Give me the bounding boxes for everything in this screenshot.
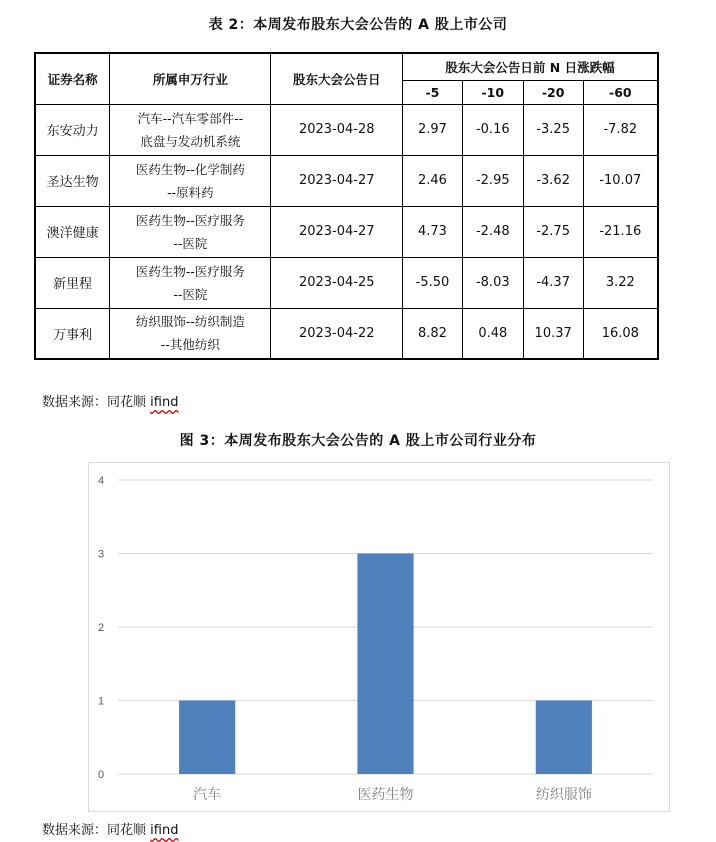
source-prefix: 数据来源：同花顺: [42, 395, 147, 410]
cell-change-c10: -2.48: [462, 206, 523, 257]
cell-industry: [110, 206, 271, 257]
x-category-label: 汽车: [193, 787, 222, 803]
cell-change-c60: 16.08: [583, 308, 658, 359]
industry-line-1: 汽车--汽车零部件--: [137, 110, 244, 126]
source-prefix: 数据来源：同花顺: [42, 823, 147, 838]
header-meeting-date: 股东大会公告日: [271, 53, 403, 104]
cell-meeting-date: 2023-04-22: [271, 308, 403, 359]
cell-change-c60: -10.07: [583, 155, 658, 206]
cell-change-c10: -8.03: [462, 257, 523, 308]
header-industry: 所属申万行业: [110, 53, 271, 104]
y-tick-label: 0: [97, 769, 105, 781]
cell-industry: [110, 257, 271, 308]
table-source: [42, 391, 178, 410]
cell-change-c60: -21.16: [583, 206, 658, 257]
cell-change-c20: -4.37: [523, 257, 583, 308]
cell-change-c60: 3.22: [583, 257, 658, 308]
industry-line-2: --原料药: [167, 184, 214, 200]
cell-meeting-date: 2023-04-25: [271, 257, 403, 308]
chart-source: [42, 819, 178, 838]
cell-security-name: 东安动力: [35, 104, 110, 155]
cell-change-c5: 2.46: [403, 155, 463, 206]
header-n-5: -5: [403, 80, 463, 104]
cell-industry: [110, 308, 271, 359]
x-category-label: 医药生物: [357, 787, 414, 803]
cell-change-c10: -2.95: [462, 155, 523, 206]
source-ifind: ifind: [150, 395, 179, 410]
industry-bar-chart: [88, 462, 670, 812]
cell-security-name: 万事利: [35, 308, 110, 359]
header-security-name: 证券名称: [35, 53, 110, 104]
cell-change-c5: -5.50: [403, 257, 463, 308]
header-n-10: -10: [462, 80, 523, 104]
y-tick-label: 2: [97, 622, 105, 634]
bar-1: [357, 554, 413, 775]
cell-meeting-date: 2023-04-27: [271, 155, 403, 206]
table-row: [35, 206, 658, 257]
industry-line-2: --医院: [173, 286, 208, 302]
cell-change-c5: 2.97: [403, 104, 463, 155]
table-row: [35, 104, 658, 155]
header-change-group: 股东大会公告日前 N 日涨跌幅: [403, 53, 659, 80]
header-n-60: -60: [583, 80, 658, 104]
industry-line-2: --其他纺织: [160, 337, 220, 353]
bar-2: [536, 701, 592, 775]
bar-0: [179, 701, 235, 775]
cell-change-c20: -3.25: [523, 104, 583, 155]
cell-change-c20: -2.75: [523, 206, 583, 257]
cell-security-name: 新里程: [35, 257, 110, 308]
cell-change-c20: 10.37: [523, 308, 583, 359]
header-n-20: -20: [523, 80, 583, 104]
table-row: [35, 155, 658, 206]
shareholder-meeting-table: [34, 52, 659, 360]
cell-security-name: 澳洋健康: [35, 206, 110, 257]
cell-change-c60: -7.82: [583, 104, 658, 155]
cell-change-c5: 8.82: [403, 308, 463, 359]
table-title: 表 2：本周发布股东大会公告的 A 股上市公司: [208, 17, 508, 33]
y-tick-label: 3: [97, 548, 105, 561]
table-row: [35, 257, 658, 308]
cell-change-c20: -3.62: [523, 155, 583, 206]
y-tick-label: 4: [97, 475, 105, 487]
industry-line-1: 医药生物--化学制药: [135, 161, 245, 177]
source-ifind: ifind: [150, 823, 179, 838]
cell-industry: [110, 155, 271, 206]
y-tick-label: 1: [97, 695, 105, 708]
industry-line-1: 医药生物--医疗服务: [135, 212, 245, 228]
cell-meeting-date: 2023-04-28: [271, 104, 403, 155]
cell-change-c5: 4.73: [403, 206, 463, 257]
cell-industry: [110, 104, 271, 155]
industry-line-1: 医药生物--医疗服务: [135, 263, 245, 279]
cell-meeting-date: 2023-04-27: [271, 206, 403, 257]
x-category-label: 纺织服饰: [535, 787, 592, 803]
table-row: [35, 308, 658, 359]
cell-change-c10: -0.16: [462, 104, 523, 155]
cell-security-name: 圣达生物: [35, 155, 110, 206]
industry-line-2: --医院: [173, 235, 208, 251]
industry-line-2: 底盘与发动机系统: [140, 133, 241, 149]
cell-change-c10: 0.48: [462, 308, 523, 359]
chart-title: 图 3：本周发布股东大会公告的 A 股上市公司行业分布: [179, 433, 537, 449]
industry-line-1: 纺织服饰--纺织制造: [135, 314, 245, 330]
